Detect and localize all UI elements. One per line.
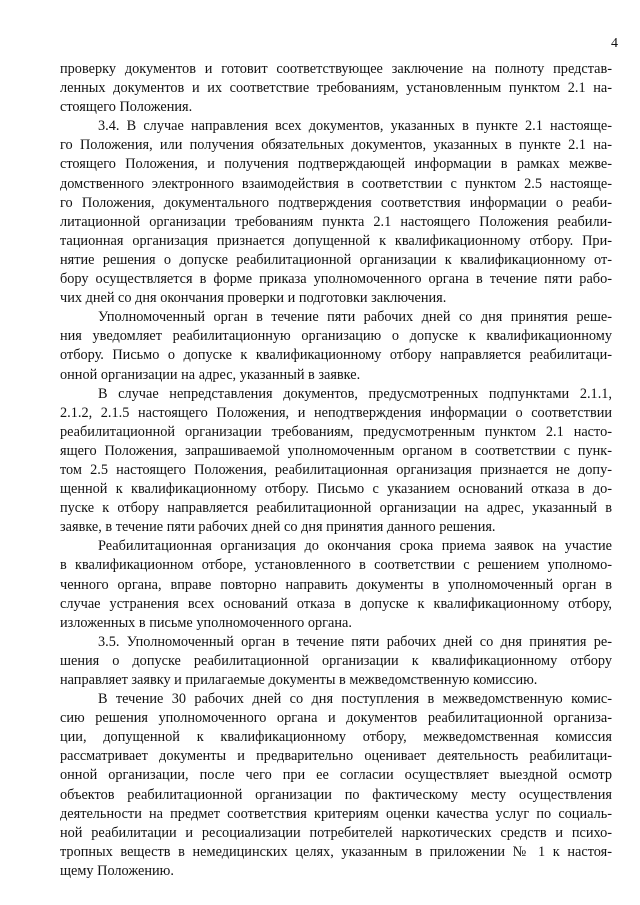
text-line: изложенных в письме уполномоченного органа. [60,614,352,631]
text-line: Уполномоченный орган в течение пяти рабочих дней со дня принятия реше- [98,309,612,326]
text-line: случае устранения всех оснований отказа в допуске к квалификационному отбору, [60,595,612,612]
text-line: щему Положению. [60,862,174,879]
text-line: ной реабилитации и ресоциализации потребителей наркотических средств и психо- [60,824,612,841]
text-line: 2.1.2, 2.1.5 настоящего Положения, и неподтверждения информации о соответствии [60,404,612,421]
paragraph [60,117,612,308]
text-line: домственного электронного взаимодействия в соответствии с пунктом 2.5 настояще- [60,175,612,192]
text-line: стоящего Положения. [60,99,193,116]
text-line: ящего Положения, запрашиваемой уполномоченным органом в соответствии с пунк- [60,442,612,459]
text-line: бору осуществляется в форме приказа уполномоченного органа в течение пяти рабо- [60,271,612,288]
text-line: отбору. Письмо о допуске к квалификационному отбору направляется реабилитаци- [60,347,612,364]
text-line: го Положения, документального подтверждения соответствия информации о реаби- [60,194,612,211]
text-line: ленных документов и их соответствие требованиям, установленным пунктом 2.1 на- [60,80,612,97]
text-line: ченного органа, вправе повторно направить документы в уполномоченный орган в [60,576,612,593]
text-line: реабилитационной организации требованиям, предусмотренным пунктом 2.1 насто- [60,423,612,440]
text-line: онной организации, после чего при ее согласии осуществляет выездной осмотр [60,767,612,784]
text-line: направляет заявку и прилагаемые документы в межведомственную комиссию. [60,672,538,688]
text-line: го Положения, или получения обязательных документов, указанных в пункте 2.1 на- [60,137,612,154]
text-line: В течение 30 рабочих дней со дня поступления в межведомственную комис- [98,691,612,708]
text-line: тропных веществ в немедицинских целях, указанным в приложении № 1 к настоя- [60,843,612,860]
text-line: литационной организации требованиям пункта 2.1 настоящего Положения реабили- [60,213,612,230]
paragraph [60,633,612,690]
text-line: заявке, в течение пяти рабочих дней со дня принятия данного решения. [60,519,496,536]
text-line: деятельности на предмет соответствия критериям оценки качества услуг по социаль- [60,805,612,822]
text-line: щенной к квалификационному отбору. Письмо с указанием оснований отказа в до- [60,481,612,498]
paragraph [60,308,612,384]
page-number: 4 [611,36,618,51]
document-body [60,60,612,881]
text-line: В случае непредставления документов, предусмотренных подпунктами 2.1.1, [98,385,612,402]
text-line: проверку документов и готовит соответствующее заключение на полноту представ- [60,61,612,77]
text-line: Реабилитационная организация до окончания срока приема заявок на участие [98,538,612,555]
text-line: тационная организация признается допущенной к квалификационному отбору. При- [60,232,612,249]
text-line: пуске к отбору направляется реабилитационной организации на адрес, указанный в [60,500,612,517]
text-line: объектов реабилитационной организации по фактическому месту осуществления [60,786,612,803]
text-line: чих дней со дня окончания проверки и подготовки заключения. [60,290,447,307]
text-line: том 2.5 настоящего Положения, реабилитационная организация признается не допу- [60,461,612,478]
paragraph [60,385,612,538]
text-line: 3.5. Уполномоченный орган в течение пяти рабочих дней со дня принятия ре- [98,633,612,650]
text-line: ния уведомляет реабилитационную организацию о допуске к квалификационному [60,328,612,345]
text-line: в квалификационном отборе, установленного в соответствии с решением уполномо- [60,557,612,574]
text-line: 3.4. В случае направления всех документов, указанных в пункте 2.1 настояще- [98,118,612,135]
text-line: ции, допущенной к квалификационному отбору, межведомственная комиссия [60,729,612,746]
text-line: онной организации на адрес, указанный в заявке. [60,366,361,383]
paragraph [60,60,612,117]
paragraph [60,537,612,632]
text-line: нятие решения о допуске реабилитационной организации к квалификационному от- [60,251,612,268]
text-line: рассматривает документы и предварительно оценивает деятельность реабилитаци- [60,748,612,765]
text-line: шения о допуске реабилитационной организации к квалификационному отбору [60,652,612,669]
text-line: стоящего Положения, и получения подтверждающей информации в рамках межве- [60,156,612,173]
paragraph [60,690,612,881]
text-line: сию решения уполномоченного органа и документов реабилитационной организа- [60,710,612,727]
